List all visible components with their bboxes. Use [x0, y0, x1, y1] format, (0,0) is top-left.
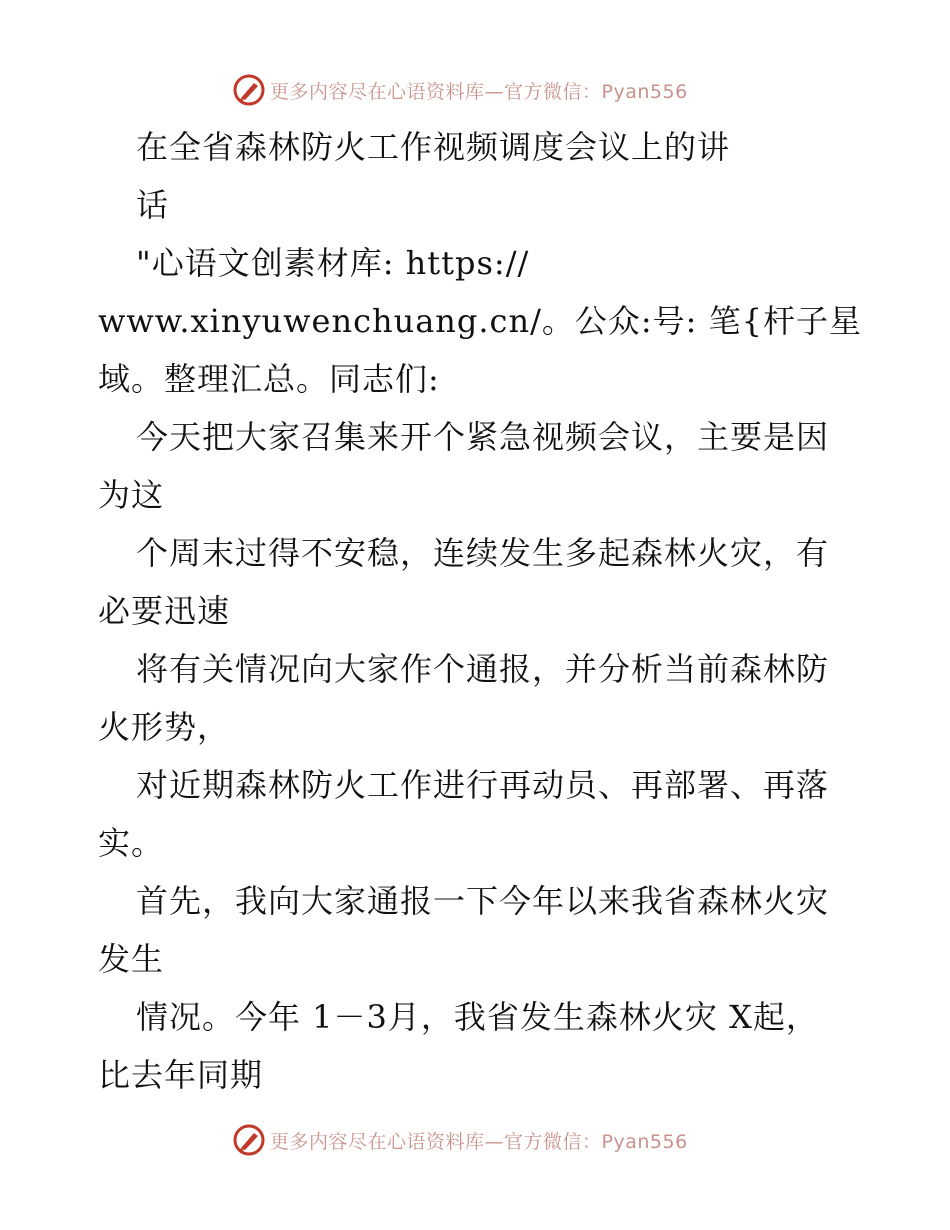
- text-line: "心语文创素材库: https://: [136, 244, 530, 282]
- text-line: 对近期森林防火工作进行再动员、再部署、再落: [136, 766, 830, 804]
- text-line: 比去年同期: [98, 1056, 264, 1094]
- text-line: 火形势，: [98, 708, 231, 746]
- watermark-text: 更多内容尽在心语资料库—官方微信：Pyan556: [270, 1130, 688, 1153]
- text-line: 个周末过得不安稳，连续发生多起森林火灾，有: [136, 534, 830, 572]
- title-line-1: 在全省森林防火工作视频调度会议上的讲: [136, 128, 731, 166]
- text-line: www.xinyuwenchuang.cn/。公众:号: 笔{杆子星: [98, 302, 862, 340]
- text-line: 首先，我向大家通报一下今年以来我省森林火灾: [136, 882, 830, 920]
- text-line: 域。整理汇总。同志们:: [98, 360, 440, 398]
- text-line: 将有关情况向大家作个通报，并分析当前森林防: [136, 650, 830, 688]
- red-pen-circle-icon: [232, 1123, 266, 1157]
- header-watermark-banner: [232, 72, 688, 108]
- title-line-2: 话: [136, 186, 170, 224]
- footer-watermark-banner: [232, 1122, 688, 1158]
- text-line: 情况。今年 1－3月，我省发生森林火灾 X起，: [136, 998, 819, 1036]
- text-line: 发生: [98, 940, 165, 978]
- text-line: 为这: [98, 476, 165, 514]
- text-line: 实。: [98, 824, 165, 862]
- red-pen-circle-icon: [232, 73, 266, 107]
- watermark-text: 更多内容尽在心语资料库—官方微信：Pyan556: [270, 80, 688, 103]
- text-line: 必要迅速: [98, 592, 231, 630]
- text-line: 今天把大家召集来开个紧急视频会议，主要是因: [136, 418, 830, 456]
